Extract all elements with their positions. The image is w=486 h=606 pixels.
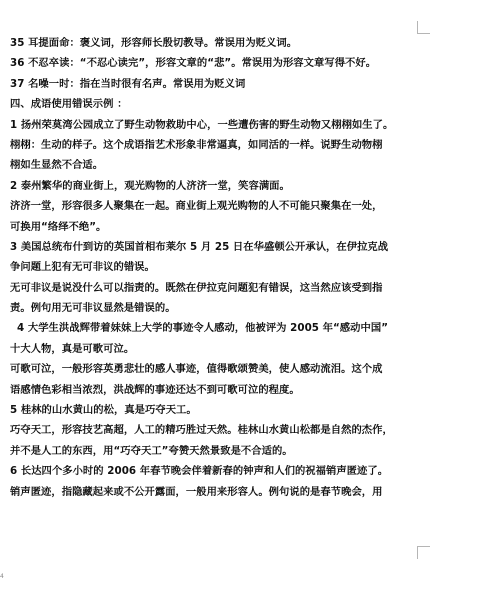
- text-line: 6 长达四个多小时的 2006 年春节晚会伴着新春的钟声和人们的祝福销声匿迹了。: [10, 465, 389, 478]
- document-body: [10, 33, 472, 502]
- text-line: 可换用“络绎不绝”。: [10, 220, 107, 233]
- text-line: 语感情色彩相当浓烈，洪战辉的事迹还达不到可歌可泣的程度。: [10, 383, 300, 396]
- text-line: 巧夺天工，形容技艺高超，人工的精巧胜过天然。桂林山水黄山松都是自然的杰作，: [10, 424, 393, 437]
- text-line: 无可非议是说没什么可以指责的。既然在伊拉克问题犯有错误，这当然应该受到指: [10, 281, 383, 294]
- text-line: 4 大学生洪战辉带着妹妹上大学的事迹令人感动，他被评为 2005 年“感动中国”: [17, 322, 389, 335]
- text-line: 可歌可泣，一般形容英勇悲壮的感人事迹，值得歌颂赞美，使人感动流泪。这个成: [10, 363, 383, 376]
- text-line: 济济一堂，形容很多人聚集在一起。商业街上观光购物的人不可能只聚集在一处，: [10, 200, 383, 213]
- text-line: 并不是人工的东西，用“巧夺天工”夸赞天然景致是不合适的。: [10, 444, 293, 457]
- text-line: 36 不忍卒读：“不忍心读完”，形容文章的“悲”。常误用为形容文章写得不好。: [10, 57, 377, 70]
- text-line: 栩如生显然不合适。: [10, 159, 104, 172]
- text-line: 3 美国总统布什到访的英国首相布莱尔 5 月 25 日在华盛顿公开承认，在伊拉克战: [10, 240, 389, 253]
- text-line: 责。例句用无可非议显然是错误的。: [10, 302, 176, 315]
- text-line: 1 扬州荣莫湾公园成立了野生动物救助中心，一些遭伤害的野生动物又栩栩如生了。: [10, 118, 394, 131]
- text-line: 35 耳提面命：褒义词，形容师长殷切教导。常误用为贬义词。: [10, 37, 298, 49]
- text-line: 栩栩：生动的样子。这个成语指艺术形象非常逼真，如同活的一样。说野生动物栩: [10, 138, 383, 151]
- text-line: 2 泰州繁华的商业街上，观光购物的人济济一堂，笑容满面。: [10, 179, 290, 192]
- text-line: 争问题上犯有无可非议的错误。: [10, 261, 155, 274]
- text-line: 37 名噪一时：指在当时很有名声。常误用为贬义词: [10, 77, 246, 90]
- page-edge-marker: 4: [0, 573, 4, 580]
- text-line: 销声匿迹，指隐藏起来或不公开露面，一般用来形容人。例句说的是春节晚会，用: [10, 485, 383, 498]
- text-line: 十大人物，真是可歌可泣。: [10, 342, 135, 355]
- page-corner-mark-bottom: [417, 546, 430, 559]
- section-heading: 四、成语使用错误示例 ：: [10, 98, 128, 111]
- text-line: 5 桂林的山水黄山的松，真是巧夺天工。: [10, 404, 197, 417]
